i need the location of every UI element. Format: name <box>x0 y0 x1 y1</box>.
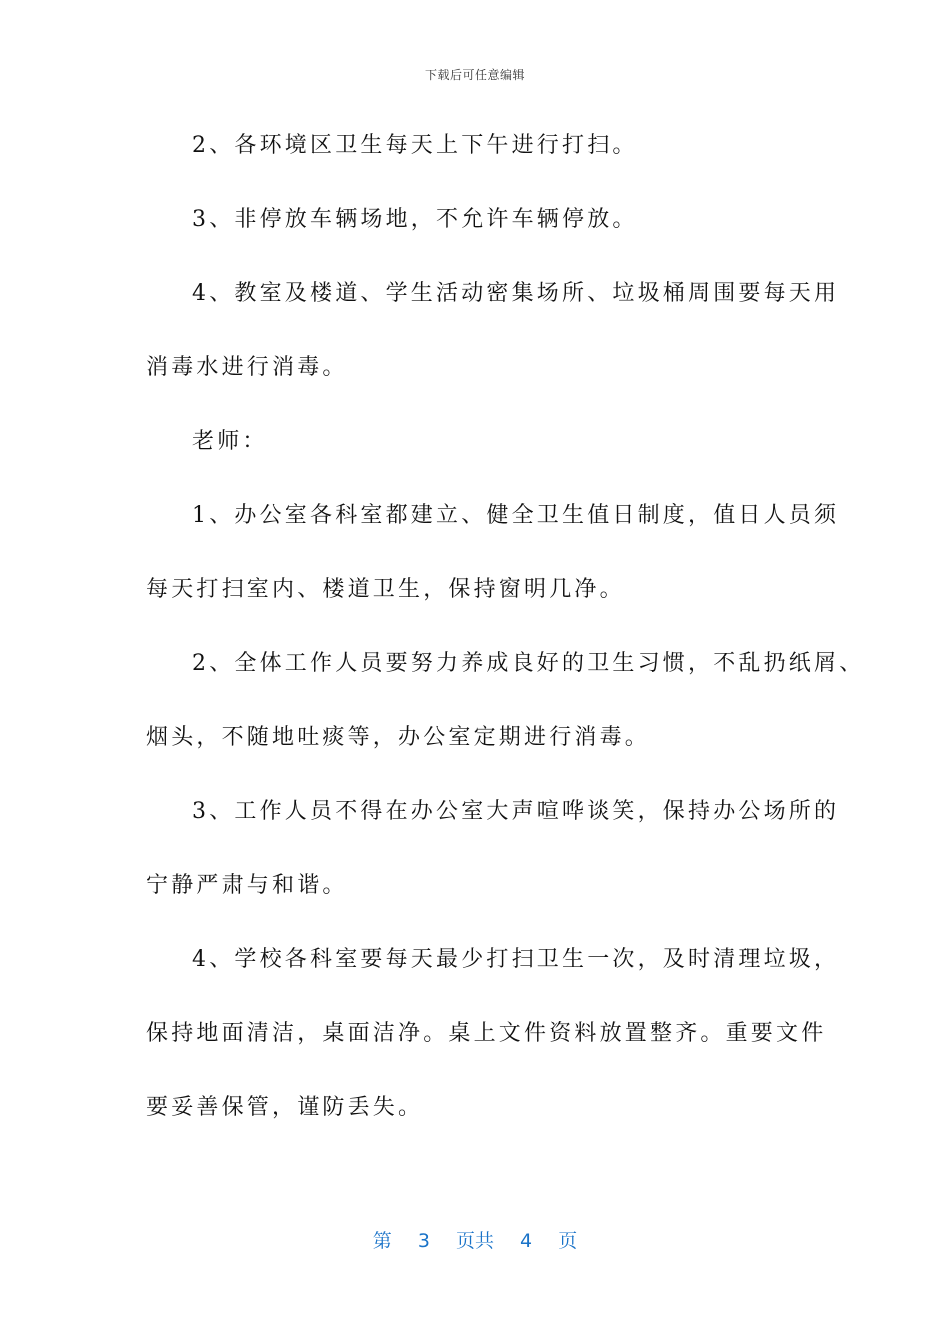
paragraph-line: 4、教室及楼道、学生活动密集场所、垃圾桶周围要每天用 <box>192 281 840 306</box>
paragraph-line: 宁静严肃与和谐。 <box>146 873 348 898</box>
current-page-number: 3 <box>417 1230 430 1252</box>
paragraph-line: 要妥善保管，谨防丢失。 <box>146 1095 424 1120</box>
paragraph-line: 2、各环境区卫生每天上下午进行打扫。 <box>192 133 638 158</box>
paragraph-line: 每天打扫室内、楼道卫生，保持窗明几净。 <box>146 577 625 602</box>
page-footer <box>0 1226 950 1253</box>
page-mid-label: 页共 <box>455 1230 494 1252</box>
paragraph-line: 烟头，不随地吐痰等，办公室定期进行消毒。 <box>146 725 651 750</box>
header-note: 下载后可任意编辑 <box>424 68 525 82</box>
paragraph-line: 消毒水进行消毒。 <box>146 355 348 380</box>
section-heading: 老师： <box>192 429 268 454</box>
page-suffix: 页 <box>558 1230 578 1252</box>
total-pages-number: 4 <box>520 1230 533 1252</box>
paragraph-line: 3、非停放车辆场地，不允许车辆停放。 <box>192 207 638 232</box>
paragraph-line: 2、全体工作人员要努力养成良好的卫生习惯，不乱扔纸屑、 <box>192 651 865 676</box>
paragraph-line: 1、办公室各科室都建立、健全卫生值日制度，值日人员须 <box>192 503 840 528</box>
paragraph-line: 4、学校各科室要每天最少打扫卫生一次，及时清理垃圾， <box>192 947 840 972</box>
document-body <box>146 124 865 1160</box>
page-prefix: 第 <box>372 1230 392 1252</box>
paragraph-line: 3、工作人员不得在办公室大声喧哗谈笑，保持办公场所的 <box>192 799 840 824</box>
paragraph-line: 保持地面清洁，桌面洁净。桌上文件资料放置整齐。重要文件 <box>146 1021 827 1046</box>
